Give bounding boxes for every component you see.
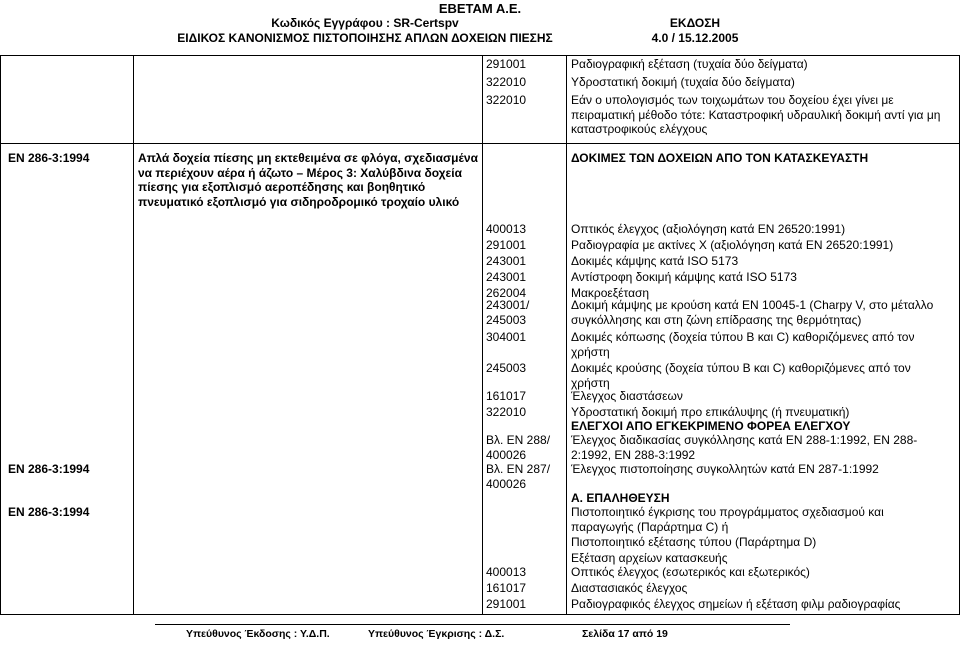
test-description: Ραδιογραφική εξέταση (τυχαία δύο δείγματα) [571, 57, 808, 71]
test-description: Εξέταση αρχείων κατασκευής [571, 551, 728, 565]
test-description: Ραδιογραφικός έλεγχος σημείων ή εξέταση φιλμ ραδιογραφίας [571, 597, 901, 611]
test-code: 400013 [486, 222, 527, 236]
test-description: Υδροστατική δοκιμή (τυχαία δύο δείγματα) [571, 75, 795, 89]
test-description: Δοκιμές κόπωσης (δοχεία τύπου Β και C) καθοριζόμενες από τον χρήστη [571, 330, 915, 359]
section-heading-approved-body: ΕΛΕΓΧΟΙ ΑΠΟ ΕΓΚΕΚΡΙΜΕΝΟ ΦΟΡΕΑ ΕΛΕΓΧΟΥ [571, 419, 851, 433]
test-code: 291001 [486, 238, 527, 252]
test-description: Έλεγχος πιστοποίησης συγκολλητών κατά EN 287-1:1992 [571, 462, 879, 476]
standard-reference: EN 286-3:1994 [8, 151, 90, 165]
test-code: Βλ. EN 287/ 400026 [486, 462, 551, 491]
test-description: Ραδιογραφία με ακτίνες Χ (αξιολόγηση κατά EN 26520:1991) [571, 238, 894, 252]
standard-reference: EN 286-3:1994 [8, 462, 90, 476]
test-description: Πιστοποιητικό έγκρισης του προγράμματος σχεδιασμού και παραγωγής (Παράρτημα C) ή [571, 505, 884, 534]
test-code: 245003 [486, 361, 527, 375]
section-heading-verification: Α. ΕΠΑΛΗΘΕΥΣΗ [571, 491, 670, 505]
regulation-title: ΕΙΔΙΚΟΣ ΚΑΝΟΝΙΣΜΟΣ ΠΙΣΤΟΠΟΙΗΣΗΣ ΑΠΛΩΝ ΔΟΧΕΙΩΝ ΠΙΕΣΗΣ [177, 31, 553, 45]
test-description: Δοκιμές κρούσης (δοχεία τύπου Β και C) καθοριζόμενες από τον χρήστη [571, 361, 911, 390]
test-description: Δοκιμές κάμψης κατά ISO 5173 [571, 254, 739, 268]
test-code: 262004 [486, 286, 527, 300]
test-description: Δοκιμή κάμψης με κρούση κατά EN 10045-1 (Charpy V, στο μέταλλο συγκόλλησης και στη ζώνη επίδρασης της θερμότητας) [571, 298, 934, 327]
test-description: Αντίστροφη δοκιμή κάμψης κατά ISO 5173 [571, 270, 797, 284]
footer-page-number: Σελίδα 17 από 19 [582, 628, 668, 640]
edition-label: ΕΚΔΟΣΗ [669, 16, 721, 30]
test-description: Εάν ο υπολογισμός των τοιχωμάτων του δοχείου έχει γίνει με πειραματική μέθοδο τότε: Καταστροφική υδραυλική δοκιμή αντί για μη καταστροφικούς ελέγχους [571, 93, 941, 137]
test-description: Έλεγχος διαδικασίας συγκόλλησης κατά EN 288-1:1992, EN 288-2:1992, EN 288-3:1992 [571, 433, 918, 462]
test-code: 291001 [486, 57, 527, 71]
column-divider [566, 55, 567, 615]
test-code: 322010 [486, 405, 527, 419]
column-divider [133, 55, 134, 615]
table-left-border [0, 55, 1, 615]
document-code: Κωδικός Εγγράφου : SR-Certspv [271, 16, 459, 30]
test-code: 243001 [486, 270, 527, 284]
test-code: 243001/ 245003 [486, 298, 530, 327]
test-code: 322010 [486, 75, 527, 89]
section-heading-manufacturer: ΔΟΚΙΜΕΣ ΤΩΝ ΔΟΧΕΙΩΝ ΑΠΟ ΤΟΝ ΚΑΤΑΣΚΕΥΑΣΤΗ [571, 151, 869, 165]
test-description: Οπτικός έλεγχος (αξιολόγηση κατά EN 26520:1991) [571, 222, 846, 236]
test-description: Μακροεξέταση [571, 286, 650, 300]
footer-rule [155, 624, 790, 625]
table-bottom-border [0, 614, 960, 615]
test-description: Οπτικός έλεγχος (εσωτερικός και εξωτερικός) [571, 565, 810, 579]
table-row-divider [0, 143, 960, 144]
test-description: Διαστασιακός έλεγχος [571, 581, 688, 595]
footer-approval-responsible: Υπεύθυνος Έγκρισης : Δ.Σ. [368, 628, 505, 640]
edition-value: 4.0 / 15.12.2005 [651, 31, 739, 45]
standard-description: Απλά δοχεία πίεσης μη εκτεθειμένα σε φλόγα, σχεδιασμένα να περιέχουν αέρα ή άζωτο – Μέρος 3: Χαλύβδινα δοχεία πίεσης για εξοπλισμό αεροπέδησης και βοηθητικό πνευματικό εξοπλισμό για σιδηροδρομικό τροχαίο υλικό [138, 151, 478, 209]
test-description: Υδροστατική δοκιμή προ επικάλυψης (ή πνευματική) [571, 405, 850, 419]
test-code: 322010 [486, 93, 527, 107]
test-code: 400013 [486, 565, 527, 579]
test-code: 243001 [486, 254, 527, 268]
company-name: ΕΒΕΤΑΜ Α.Ε. [438, 1, 522, 16]
footer-issue-responsible: Υπεύθυνος Έκδοσης : Υ.Δ.Π. [186, 628, 330, 640]
standard-reference: EN 286-3:1994 [8, 505, 90, 519]
column-divider [482, 55, 483, 615]
test-code: 304001 [486, 330, 527, 344]
test-description: Έλεγχος διαστάσεων [571, 389, 683, 403]
document-header [0, 0, 960, 50]
test-code: 291001 [486, 597, 527, 611]
test-code: Βλ. EN 288/ 400026 [486, 433, 551, 462]
test-code: 161017 [486, 581, 527, 595]
table-top-border [0, 55, 960, 56]
test-description: Πιστοποιητικό εξέτασης τύπου (Παράρτημα D) [571, 535, 817, 549]
test-code: 161017 [486, 389, 527, 403]
